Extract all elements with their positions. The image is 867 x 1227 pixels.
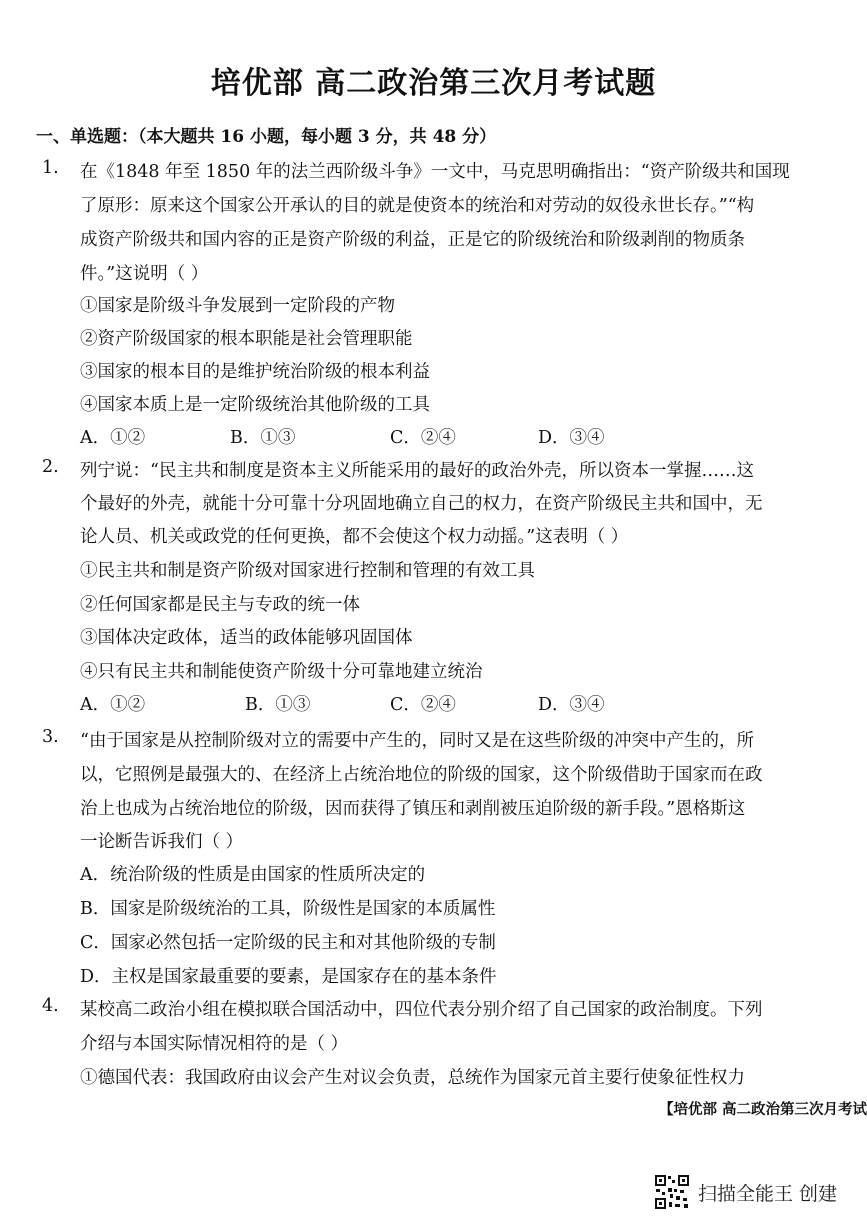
question-1-line: 件。”这说明（ ） (80, 264, 209, 284)
question-3-line: 以，它照例是最强大的、在经济上占统治地位的阶级的国家，这个阶级借助于国家而在政 (80, 765, 763, 785)
scanner-watermark (654, 1172, 837, 1212)
question-2-item: ②任何国家都是民主与专政的统一体 (80, 595, 360, 615)
option-b: B．①③ (245, 695, 311, 715)
page-footer: 【培优部 高二政治第三次月考试 (658, 1101, 867, 1118)
question-2-line: 论人员、机关或政党的任何更换，都不会使这个权力动摇。”这表明（ ） (80, 527, 629, 547)
question-1-item: ②资产阶级国家的根本职能是社会管理职能 (80, 329, 413, 349)
qr-code-icon (654, 1174, 690, 1210)
question-number: 3. (42, 727, 59, 747)
option-d: D．③④ (538, 428, 605, 448)
question-4-line: 某校高二政治小组在模拟联合国活动中，四位代表分别介绍了自己国家的政治制度。下列 (80, 1000, 763, 1020)
question-4-line: 介绍与本国实际情况相符的是（ ） (80, 1034, 349, 1054)
option-b: B．国家是阶级统治的工具，阶级性是国家的本质属性 (80, 899, 496, 919)
question-2-line: 列宁说：“民主共和制度是资本主义所能采用的最好的政治外壳，所以资本一掌握……这 (80, 461, 754, 481)
question-2-line: 个最好的外壳，就能十分可靠十分巩固地确立自己的权力，在资产阶级民主共和国中，无 (80, 494, 763, 514)
question-1-item: ③国家的根本目的是维护统治阶级的根本利益 (80, 362, 430, 382)
option-c: C．②④ (390, 428, 456, 448)
option-a: A．统治阶级的性质是由国家的性质所决定的 (80, 865, 426, 885)
question-1-item: ①国家是阶级斗争发展到一定阶段的产物 (80, 296, 395, 316)
question-3-line: “由于国家是从控制阶级对立的需要中产生的，同时又是在这些阶级的冲突中产生的，所 (80, 731, 754, 751)
question-1-line: 了原形：原来这个国家公开承认的目的就是使资本的统治和对劳动的奴役永世长存。”“构 (80, 196, 755, 216)
section-heading: 一、单选题：（本大题共 16 小题，每小题 3 分，共 48 分） (36, 127, 497, 147)
question-4-item: ①德国代表：我国政府由议会产生对议会负责，总统作为国家元首主要行使象征性权力 (80, 1068, 745, 1088)
option-d: D．主权是国家最重要的要素，是国家存在的基本条件 (80, 967, 497, 987)
option-c: C．国家必然包括一定阶级的民主和对其他阶级的专制 (80, 933, 496, 953)
question-3-line: 治上也成为占统治地位的阶级，因而获得了镇压和剥削被压迫阶级的新手段。”恩格斯这 (80, 799, 746, 819)
page-title: 培优部 高二政治第三次月考试题 (210, 66, 657, 101)
question-3-line: 一论断告诉我们（ ） (80, 832, 244, 852)
option-c: C．②④ (390, 695, 456, 715)
option-b: B．①③ (230, 428, 296, 448)
question-2-item: ①民主共和制是资产阶级对国家进行控制和管理的有效工具 (80, 561, 535, 581)
question-number: 4. (42, 996, 59, 1016)
option-a: A．①② (80, 695, 146, 715)
question-1-item: ④国家本质上是一定阶级统治其他阶级的工具 (80, 395, 430, 415)
question-number: 2. (42, 457, 59, 477)
question-1-line: 在《1848 年至 1850 年的法兰西阶级斗争》一文中，马克思明确指出：“资产阶级共和国现 (80, 162, 790, 182)
question-2-item: ③国体决定政体，适当的政体能够巩固国体 (80, 628, 413, 648)
question-2-item: ④只有民主共和制能使资产阶级十分可靠地建立统治 (80, 662, 483, 682)
option-a: A．①② (80, 428, 146, 448)
option-d: D．③④ (538, 695, 605, 715)
scanner-app-label: 扫描全能王 创建 (698, 1182, 838, 1205)
question-1-line: 成资产阶级共和国内容的正是资产阶级的利益，正是它的阶级统治和阶级剥削的物质条 (80, 230, 745, 250)
question-number: 1. (42, 158, 59, 178)
